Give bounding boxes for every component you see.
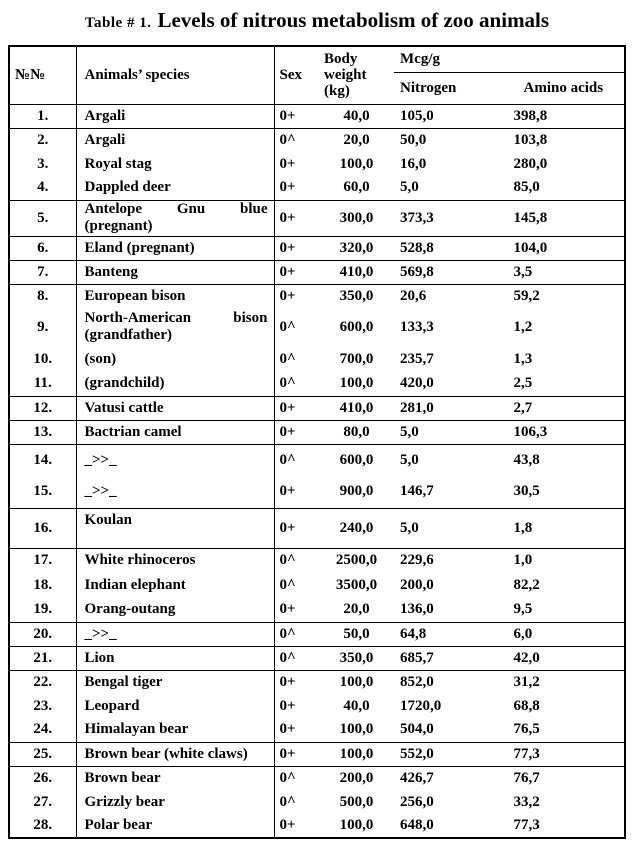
- nitrogen-cell: 105,0: [394, 104, 510, 128]
- nitrogen-cell: 685,7: [394, 646, 510, 670]
- species-cell: North-American bison (grandfather): [76, 308, 274, 346]
- nitrogen-cell: 16,0: [400, 155, 427, 172]
- species-cell: _>>_: [76, 622, 274, 646]
- amino-cell: 31,2: [510, 670, 626, 694]
- weight-cell: 900,0: [339, 483, 374, 500]
- weight-cell: 100,0: [339, 817, 374, 833]
- nitrogen-cell: 235,7: [400, 350, 434, 367]
- table-row: [9, 476, 625, 508]
- row-number-cell: 2.: [9, 128, 76, 152]
- table-row: [9, 814, 625, 838]
- row-number-cell: 17.: [9, 548, 76, 573]
- weight-cell: 240,0: [319, 508, 394, 548]
- weight-cell: 300,0: [319, 200, 394, 236]
- header-sex: Sex: [279, 66, 302, 83]
- row-number-cell: 10.: [9, 346, 76, 372]
- nitrogen-cell: 5,0: [394, 420, 510, 444]
- table-row: [9, 152, 625, 176]
- species-cell: Banteng: [76, 260, 274, 284]
- species-cell: (son): [76, 346, 274, 372]
- table-row: [9, 694, 625, 718]
- table-number-label: Table # 1.: [84, 15, 152, 31]
- nitrogen-cell: 64,8: [394, 622, 510, 646]
- weight-cell: 20,0: [319, 128, 394, 152]
- species-cell: Brown bear (white claws): [76, 742, 274, 766]
- nitrogen-cell: 648,0: [400, 817, 434, 833]
- species-cell: Vatusi cattle: [76, 396, 274, 420]
- amino-cell: 59,2: [510, 284, 626, 308]
- table-row: [9, 508, 625, 548]
- row-number-cell: 12.: [9, 396, 76, 420]
- species-cell: Brown bear: [76, 766, 274, 790]
- row-number-cell: 6.: [9, 236, 76, 260]
- nitrogen-cell: 852,0: [394, 670, 510, 694]
- nitrogen-cell: 146,7: [400, 483, 434, 500]
- table-row: [9, 646, 625, 670]
- species-cell: Argali: [76, 128, 274, 152]
- table-row: [9, 598, 625, 622]
- species-cell: Himalayan bear: [76, 718, 274, 742]
- sex-cell: 0^: [274, 766, 319, 790]
- amino-cell: 82,2: [513, 577, 540, 593]
- sex-cell: 0+: [274, 670, 319, 694]
- species-cell: Dappled deer: [76, 176, 274, 200]
- amino-cell: 1,2: [513, 318, 533, 335]
- nitrogen-cell: 426,7: [394, 766, 510, 790]
- weight-cell: 350,0: [319, 284, 394, 308]
- table-title: [8, 8, 626, 33]
- row-number-cell: 27.: [9, 790, 76, 814]
- row-number-cell: 7.: [9, 260, 76, 284]
- sex-cell: 0^: [274, 128, 319, 152]
- nitrogen-cell: 256,0: [400, 793, 434, 810]
- sex-cell: 0+: [274, 104, 319, 128]
- sex-cell: 0^: [279, 350, 296, 367]
- row-number-cell: 22.: [9, 670, 76, 694]
- row-number-cell: 19.: [9, 598, 76, 622]
- amino-cell: 77,3: [513, 817, 540, 833]
- table-row: [9, 236, 625, 260]
- weight-cell: 500,0: [339, 793, 374, 810]
- nitrogen-cell: 5,0: [400, 179, 419, 196]
- sex-cell: 0^: [274, 548, 319, 573]
- row-number-cell: 11.: [9, 372, 76, 396]
- table-row: [9, 766, 625, 790]
- weight-cell: 700,0: [339, 350, 374, 367]
- table-row: [9, 260, 625, 284]
- amino-cell: 398,8: [510, 104, 626, 128]
- weight-cell: 3500,0: [335, 577, 378, 593]
- sex-cell: 0^: [274, 444, 319, 476]
- weight-cell: 60,0: [343, 179, 370, 196]
- sex-cell: 0+: [279, 697, 296, 714]
- sex-cell: 0^: [274, 622, 319, 646]
- sex-cell: 0^: [279, 318, 296, 335]
- nitrogen-cell: 528,8: [394, 236, 510, 260]
- amino-cell: 30,5: [513, 483, 540, 500]
- species-cell: Orang-outang: [76, 598, 274, 622]
- nitrogen-cell: 20,6: [394, 284, 510, 308]
- sex-cell: 0^: [279, 375, 296, 392]
- amino-cell: 104,0: [510, 236, 626, 260]
- species-cell: _>>_: [76, 444, 274, 476]
- nitrogen-cell: 569,8: [394, 260, 510, 284]
- row-number-cell: 26.: [9, 766, 76, 790]
- row-number-cell: 15.: [9, 476, 76, 508]
- table-row: [9, 346, 625, 372]
- amino-cell: 280,0: [513, 155, 548, 172]
- species-cell: Royal stag: [76, 152, 274, 176]
- table-body: [9, 104, 625, 838]
- sex-cell: 0^: [274, 646, 319, 670]
- weight-cell: 350,0: [319, 646, 394, 670]
- sex-cell: 0^: [279, 577, 296, 593]
- header-mcg-group: Mcg/g: [394, 46, 625, 72]
- nitrogen-cell: 229,6: [394, 548, 510, 573]
- row-number-cell: 13.: [9, 420, 76, 444]
- weight-cell: 2500,0: [319, 548, 394, 573]
- species-cell: Bengal tiger: [76, 670, 274, 694]
- row-number-cell: 16.: [9, 508, 76, 548]
- row-number-cell: 28.: [9, 814, 76, 838]
- table-row: [9, 548, 625, 573]
- amino-cell: 43,8: [510, 444, 626, 476]
- table-row: [9, 420, 625, 444]
- table-row: [9, 573, 625, 598]
- species-cell: Argali: [76, 104, 274, 128]
- row-number-cell: 14.: [9, 444, 76, 476]
- species-cell: Antelope Gnu blue (pregnant): [76, 200, 274, 236]
- weight-cell: 80,0: [319, 420, 394, 444]
- amino-cell: 106,3: [510, 420, 626, 444]
- amino-cell: 1,0: [510, 548, 626, 573]
- weight-cell: 600,0: [319, 444, 394, 476]
- species-cell: (grandchild): [76, 372, 274, 396]
- nitrogen-cell: 504,0: [400, 721, 434, 738]
- species-cell: Leopard: [76, 694, 274, 718]
- sex-cell: 0+: [279, 179, 296, 196]
- sex-cell: 0+: [279, 155, 296, 172]
- table-row: [9, 104, 625, 128]
- species-cell: Eland (pregnant): [76, 236, 274, 260]
- species-cell: Bactrian camel: [76, 420, 274, 444]
- header-species: Animals’ species: [76, 46, 274, 104]
- amino-cell: 2,5: [513, 375, 533, 392]
- species-cell: Polar bear: [76, 814, 274, 838]
- table-row: [9, 444, 625, 476]
- row-number-cell: 8.: [9, 284, 76, 308]
- nitrogen-cell: 373,3: [394, 200, 510, 236]
- amino-cell: 145,8: [510, 200, 626, 236]
- row-number-cell: 5.: [9, 200, 76, 236]
- table-row: [9, 396, 625, 420]
- amino-cell: 9,5: [513, 601, 533, 618]
- table-row: [9, 790, 625, 814]
- weight-cell: 100,0: [319, 670, 394, 694]
- nitrogen-cell: 281,0: [394, 396, 510, 420]
- table-row: [9, 718, 625, 742]
- species-cell: European bison: [76, 284, 274, 308]
- table-row: [9, 670, 625, 694]
- nitrogen-cell: 5,0: [394, 444, 510, 476]
- row-number-cell: 25.: [9, 742, 76, 766]
- amino-cell: 6,0: [510, 622, 626, 646]
- row-number-cell: 23.: [9, 694, 76, 718]
- table-row: [9, 284, 625, 308]
- weight-cell: 200,0: [319, 766, 394, 790]
- weight-cell: 40,0: [319, 104, 394, 128]
- sex-cell: 0+: [274, 420, 319, 444]
- header-no: №№: [9, 46, 76, 104]
- weight-cell: 600,0: [339, 318, 374, 335]
- table-row: [9, 372, 625, 396]
- table-row: [9, 308, 625, 346]
- row-number-cell: 1.: [9, 104, 76, 128]
- weight-cell: 40,0: [343, 697, 370, 714]
- row-number-cell: 21.: [9, 646, 76, 670]
- species-cell: Koulan: [76, 508, 274, 548]
- table-header: [9, 46, 625, 104]
- zoo-metabolism-table: [8, 45, 626, 839]
- row-number-cell: 24.: [9, 718, 76, 742]
- sex-cell: 0+: [274, 396, 319, 420]
- nitrogen-cell: 1720,0: [400, 697, 442, 714]
- amino-cell: 33,2: [513, 793, 540, 810]
- table-row: [9, 200, 625, 236]
- table-row: [9, 128, 625, 152]
- amino-cell: 42,0: [510, 646, 626, 670]
- sex-cell: 0^: [279, 793, 296, 810]
- row-number-cell: 20.: [9, 622, 76, 646]
- row-number-cell: 18.: [9, 573, 76, 598]
- amino-cell: 68,8: [513, 697, 540, 714]
- nitrogen-cell: 552,0: [394, 742, 510, 766]
- sex-cell: 0+: [274, 508, 319, 548]
- nitrogen-cell: 5,0: [394, 508, 510, 548]
- weight-cell: 320,0: [319, 236, 394, 260]
- weight-cell: 100,0: [339, 375, 374, 392]
- table-row: [9, 742, 625, 766]
- amino-cell: 76,7: [510, 766, 626, 790]
- amino-cell: 3,5: [510, 260, 626, 284]
- weight-cell: 100,0: [339, 155, 374, 172]
- nitrogen-cell: 200,0: [400, 577, 434, 593]
- row-number-cell: 3.: [9, 152, 76, 176]
- sex-cell: 0+: [279, 483, 296, 500]
- amino-cell: 77,3: [510, 742, 626, 766]
- species-cell: Indian elephant: [76, 573, 274, 598]
- weight-cell: 410,0: [319, 260, 394, 284]
- weight-cell: 100,0: [319, 742, 394, 766]
- amino-cell: 76,5: [513, 721, 540, 738]
- table-title-text: Levels of nitrous metabolism of zoo animals: [157, 8, 550, 32]
- table-row: [9, 176, 625, 200]
- amino-cell: 103,8: [510, 128, 626, 152]
- header-row-top: [9, 46, 625, 72]
- amino-cell: 1,8: [510, 508, 626, 548]
- sex-cell: 0+: [279, 721, 296, 738]
- sex-cell: 0+: [274, 200, 319, 236]
- sex-cell: 0+: [274, 236, 319, 260]
- weight-cell: 410,0: [319, 396, 394, 420]
- weight-cell: 20,0: [343, 601, 370, 618]
- amino-cell: 2,7: [510, 396, 626, 420]
- amino-cell: 85,0: [513, 179, 540, 196]
- amino-cell: 1,3: [513, 350, 533, 367]
- species-cell: _>>_: [76, 476, 274, 508]
- nitrogen-cell: 420,0: [400, 375, 434, 392]
- header-body-weight: Body weight (kg): [324, 51, 367, 100]
- species-cell: Lion: [76, 646, 274, 670]
- sex-cell: 0+: [274, 742, 319, 766]
- sex-cell: 0+: [274, 260, 319, 284]
- header-nitrogen: Nitrogen: [400, 79, 457, 96]
- sex-cell: 0+: [279, 817, 296, 833]
- row-number-cell: 9.: [9, 308, 76, 346]
- weight-cell: 50,0: [319, 622, 394, 646]
- sex-cell: 0+: [279, 601, 296, 618]
- weight-cell: 100,0: [339, 721, 374, 738]
- species-cell: White rhinoceros: [76, 548, 274, 573]
- row-number-cell: 4.: [9, 176, 76, 200]
- sex-cell: 0+: [274, 284, 319, 308]
- nitrogen-cell: 136,0: [400, 601, 434, 618]
- species-cell: Grizzly bear: [76, 790, 274, 814]
- nitrogen-cell: 50,0: [394, 128, 510, 152]
- header-amino-acids: Amino acids: [523, 79, 604, 96]
- table-row: [9, 622, 625, 646]
- nitrogen-cell: 133,3: [400, 318, 434, 335]
